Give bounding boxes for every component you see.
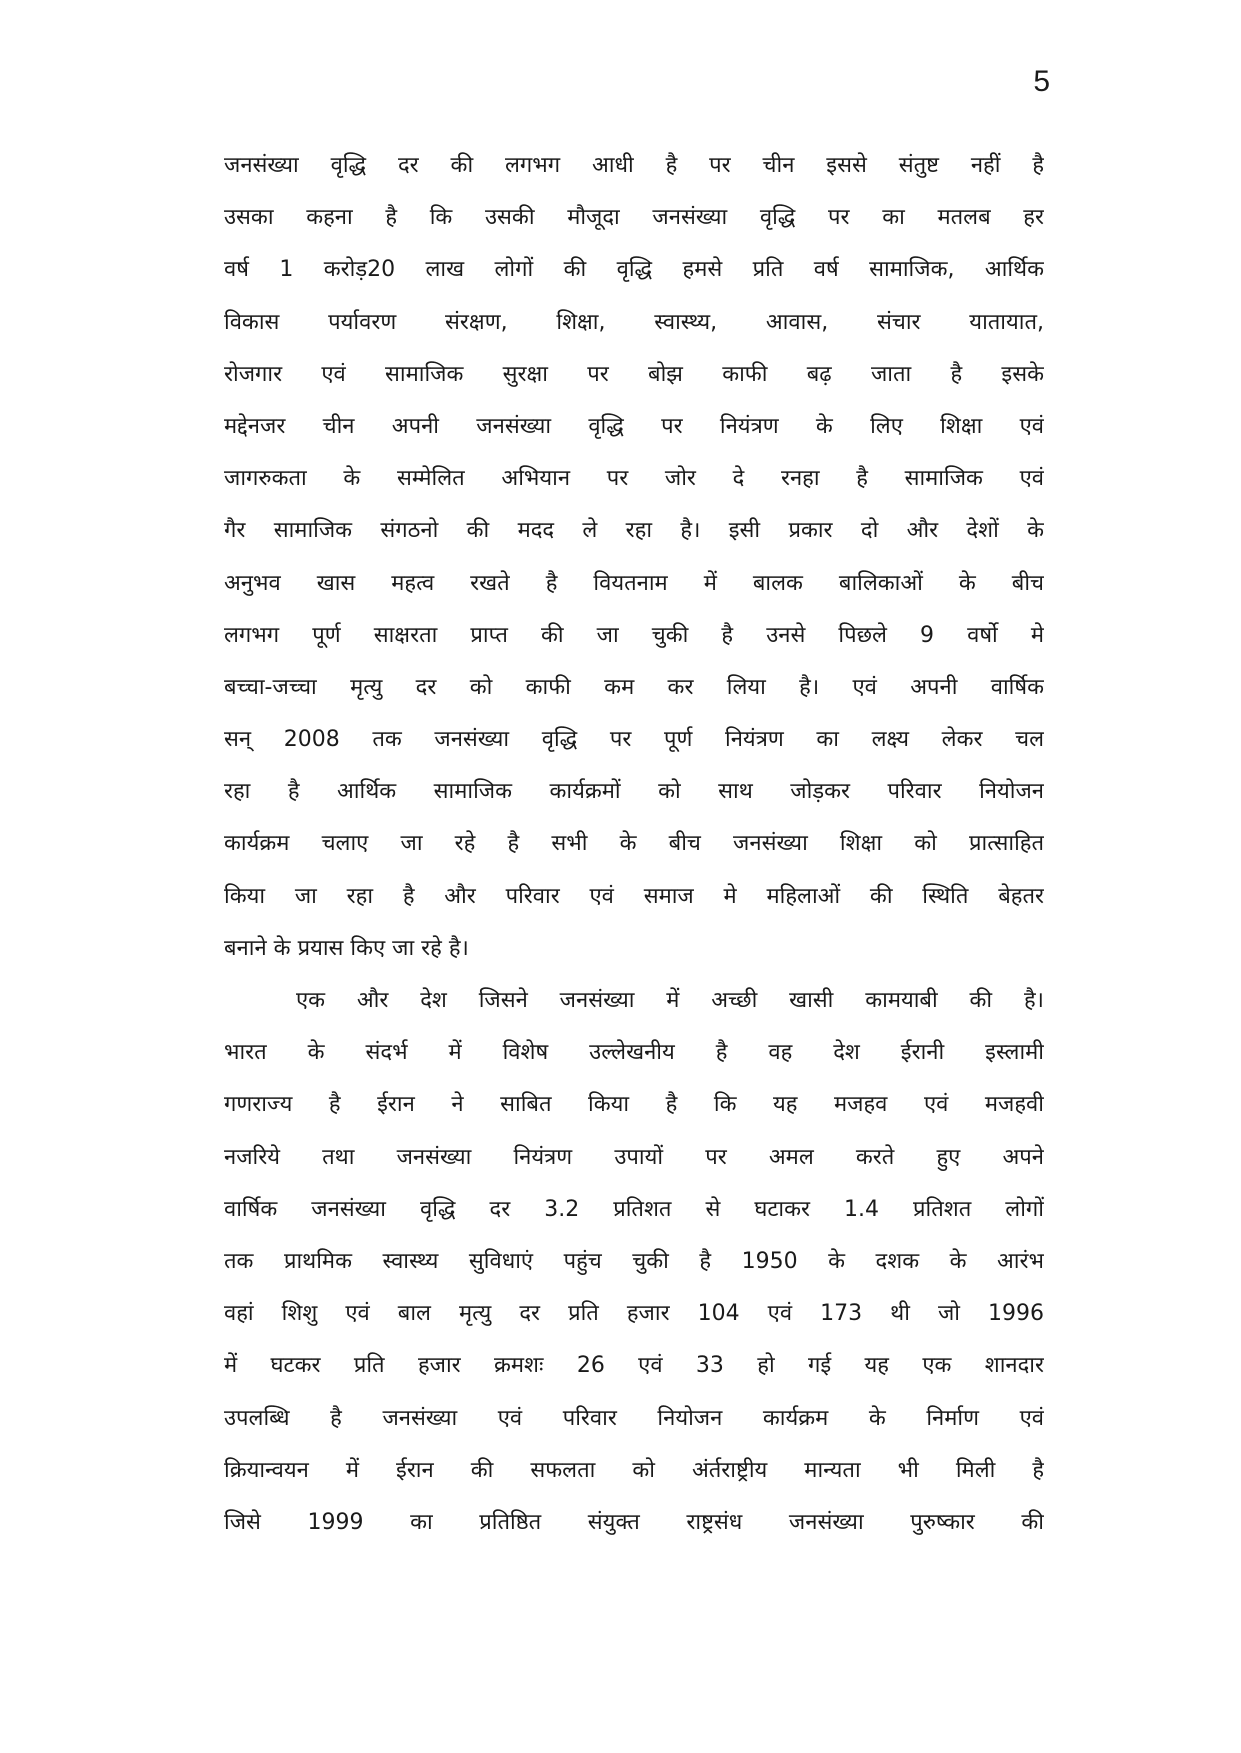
text-line: कार्यक्रम चलाए जा रहे है सभी के बीच जनसंख्या शिक्षा को प्रात्साहित: [224, 831, 1044, 857]
text-line: विकास पर्यावरण संरक्षण, शिक्षा, स्वास्थ्य, आवास, संचार यातायात,: [224, 309, 1044, 335]
text-line: गणराज्य है ईरान ने साबित किया है कि यह मजहव एवं मजहवी: [224, 1092, 1044, 1118]
text-line: बनाने के प्रयास किए जा रहे है।: [224, 935, 469, 961]
text-line: लगभग पूर्ण साक्षरता प्राप्त की जा चुकी है उनसे पिछले 9 वर्षो मे: [224, 622, 1044, 648]
text-line: नजरिये तथा जनसंख्या नियंत्रण उपायों पर अमल करते हुए अपने: [224, 1144, 1044, 1170]
paragraph-iran: [224, 975, 1044, 1549]
text-line: रहा है आर्थिक सामाजिक कार्यक्रमों को साथ जोड़कर परिवार नियोजन: [224, 779, 1044, 805]
text-line: सन् 2008 तक जनसंख्या वृद्धि पर पूर्ण नियंत्रण का लक्ष्य लेकर चल: [224, 727, 1044, 753]
text-line: तक प्राथमिक स्वास्थ्य सुविधाएं पहुंच चुकी है 1950 के दशक के आरंभ: [224, 1248, 1044, 1274]
text-line: क्रियान्वयन में ईरान की सफलता को अंर्तराष्ट्रीय मान्यता भी मिली है: [224, 1457, 1044, 1483]
text-line: में घटकर प्रति हजार क्रमशः 26 एवं 33 हो गई यह एक शानदार: [224, 1353, 1044, 1379]
text-line: वार्षिक जनसंख्या वृद्धि दर 3.2 प्रतिशत से घटाकर 1.4 प्रतिशत लोगों: [224, 1196, 1044, 1222]
text-line: अनुभव खास महत्व रखते है वियतनाम में बालक बालिकाओं के बीच: [224, 570, 1044, 596]
text-line: वहां शिशु एवं बाल मृत्यु दर प्रति हजार 104 एवं 173 थी जो 1996: [224, 1301, 1044, 1327]
text-line: किया जा रहा है और परिवार एवं समाज मे महिलाओं की स्थिति बेहतर: [224, 883, 1044, 909]
document-body: [224, 140, 1044, 1549]
text-line: गैर सामाजिक संगठनो की मदद ले रहा है। इसी प्रकार दो और देशों के: [224, 518, 1044, 544]
text-line: मद्देनजर चीन अपनी जनसंख्या वृद्धि पर नियंत्रण के लिए शिक्षा एवं: [224, 413, 1044, 439]
text-line: भारत के संदर्भ में विशेष उल्लेखनीय है वह देश ईरानी इस्लामी: [224, 1040, 1044, 1066]
text-line: उपलब्धि है जनसंख्या एवं परिवार नियोजन कार्यक्रम के निर्माण एवं: [224, 1405, 1044, 1431]
page-number: 5: [1033, 65, 1050, 98]
text-line: बच्चा-जच्चा मृत्यु दर को काफी कम कर लिया है। एवं अपनी वार्षिक: [224, 674, 1044, 700]
text-line: उसका कहना है कि उसकी मौजूदा जनसंख्या वृद्धि पर का मतलब हर: [224, 205, 1044, 231]
text-line: जागरुकता के सम्मेलित अभियान पर जोर दे रनहा है सामाजिक एवं: [224, 466, 1044, 492]
paragraph-china-vietnam: [224, 140, 1044, 975]
text-line: जनसंख्या वृद्धि दर की लगभग आधी है पर चीन इससे संतुष्ट नहीं है: [224, 153, 1044, 178]
text-line: एक और देश जिसने जनसंख्या में अच्छी खासी कामयाबी की है।: [296, 988, 1044, 1013]
text-line: रोजगार एवं सामाजिक सुरक्षा पर बोझ काफी बढ़ जाता है इसके: [224, 361, 1044, 387]
text-line: वर्ष 1 करोड़20 लाख लोगों की वृद्धि हमसे प्रति वर्ष सामाजिक, आर्थिक: [224, 257, 1044, 283]
text-line: जिसे 1999 का प्रतिष्ठित संयुक्त राष्ट्रसंध जनसंख्या पुरुष्कार की: [224, 1509, 1044, 1535]
